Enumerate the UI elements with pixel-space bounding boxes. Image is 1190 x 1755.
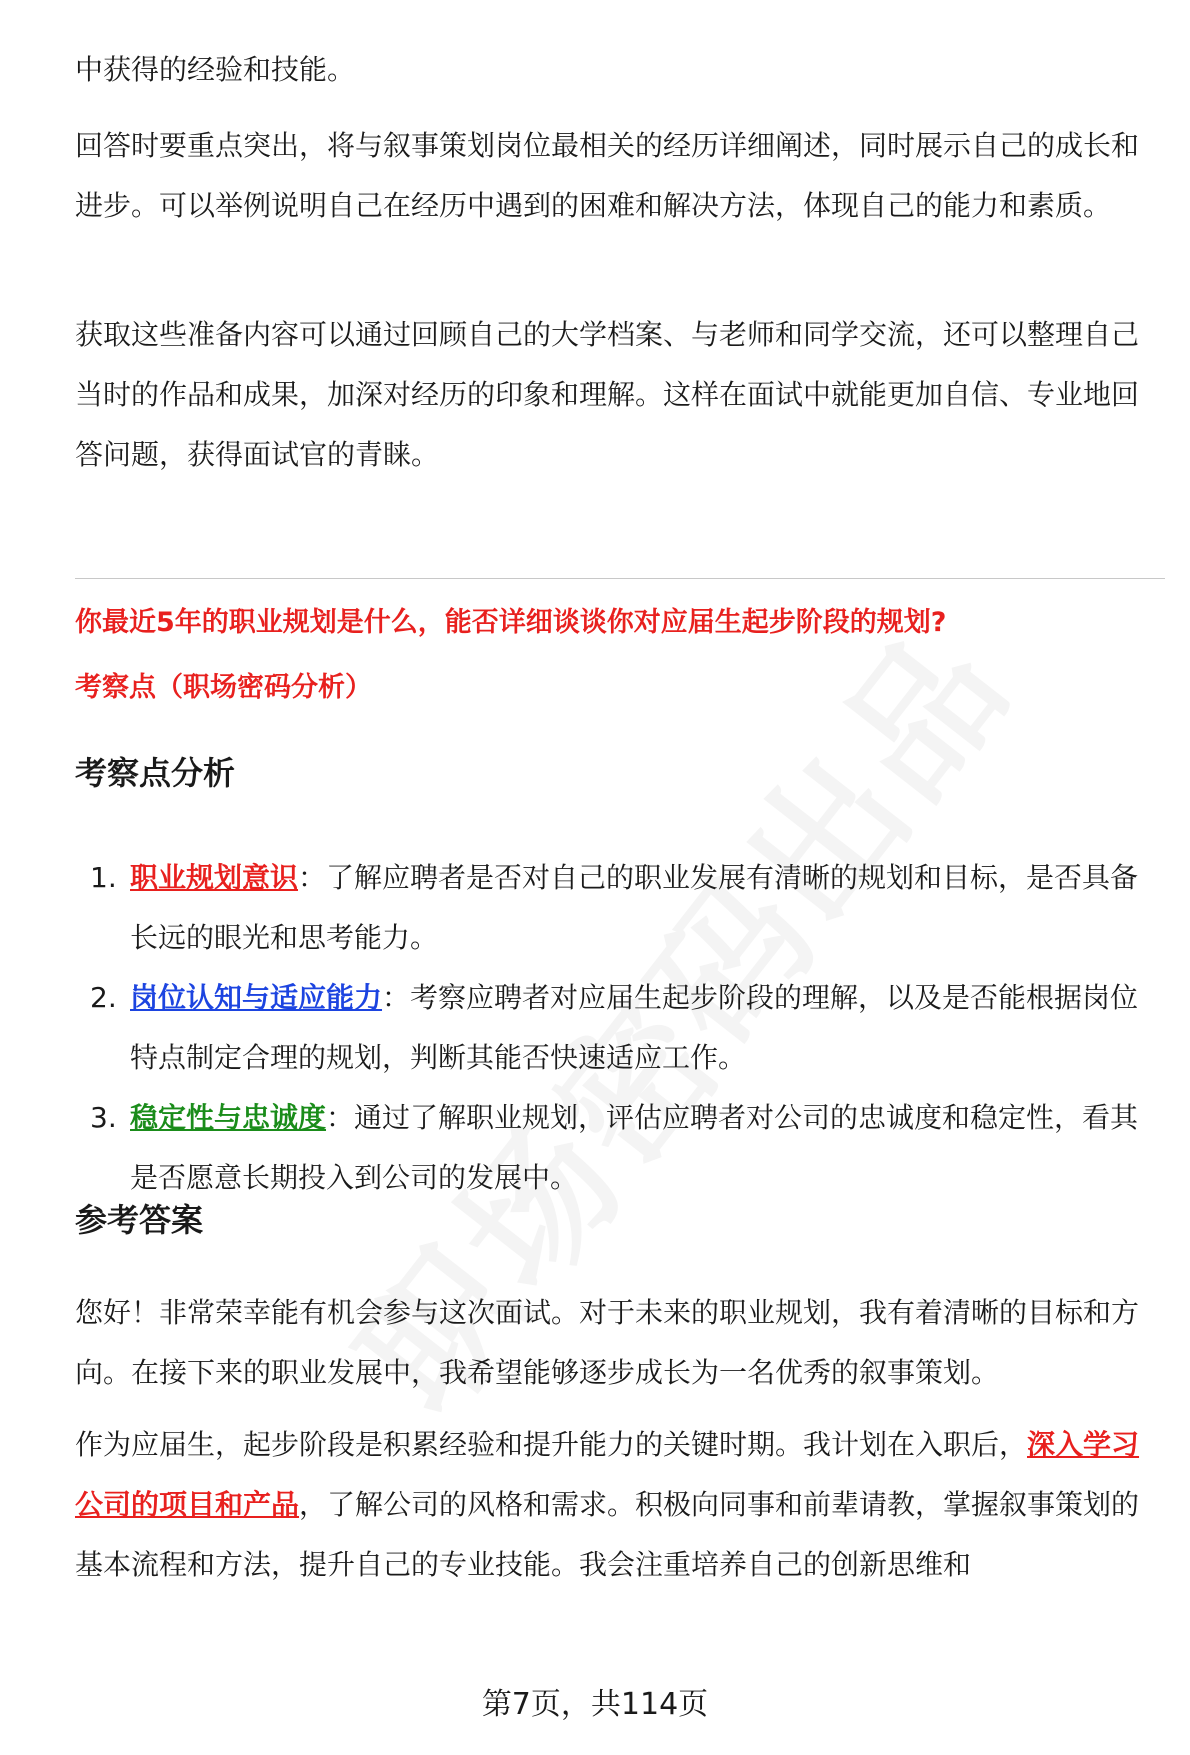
paragraph-answer-tips: 回答时要重点突出，将与叙事策划岗位最相关的经历详细阐述，同时展示自己的成长和进步。可以举例说明自己在经历中遇到的困难和解决方法，体现自己的能力和素质。 (75, 129, 1140, 222)
list-item-text: ：考察应聘者对应届生起步阶段的理解，以及是否能根据岗位特点制定合理的规划，判断其能否快速适应工作。 (130, 981, 1139, 1074)
page-number: 第7页，共114页 (481, 1687, 709, 1722)
list-number: 2. (90, 981, 117, 1014)
highlight-study-projects[interactable]: 深入学习公司的项目和产品 (75, 1428, 1140, 1521)
list-item (75, 968, 1165, 1088)
keyword-role-adaptation[interactable]: 岗位认知与适应能力 (130, 981, 383, 1014)
paragraph-intro-tail: 中获得的经验和技能。 (75, 53, 356, 86)
keyword-stability-loyalty[interactable]: 稳定性与忠诚度 (130, 1101, 327, 1134)
answer-p2-after: ，了解公司的风格和需求。积极向同事和前辈请教，掌握叙事策划的基本流程和方法，提升自己的专业技能。我会注重培养自己的创新思维和 (75, 1488, 1140, 1581)
list-item (75, 848, 1165, 968)
question-title: 你最近5年的职业规划是什么，能否详细谈谈你对应届生起步阶段的规划? (75, 607, 947, 638)
analysis-list (75, 848, 1165, 1208)
list-number: 1. (90, 861, 117, 894)
list-number: 3. (90, 1101, 117, 1134)
list-item-text: ：了解应聘者是否对自己的职业发展有清晰的规划和目标，是否具备长远的眼光和思考能力。 (130, 861, 1139, 954)
analysis-heading: 考察点分析 (75, 754, 236, 792)
keyword-career-planning[interactable]: 职业规划意识 (130, 861, 299, 894)
question-subtitle: 考察点（职场密码分析） (75, 672, 372, 703)
list-item-text: ：通过了解职业规划，评估应聘者对公司的忠诚度和稳定性，看其是否愿意长期投入到公司的发展中。 (130, 1101, 1139, 1194)
answer-heading: 参考答案 (75, 1201, 204, 1239)
list-item (75, 1088, 1165, 1208)
document-page (75, 0, 1165, 1755)
answer-paragraph-1: 您好！非常荣幸能有机会参与这次面试。对于未来的职业规划，我有着清晰的目标和方向。在接下来的职业发展中，我希望能够逐步成长为一名优秀的叙事策划。 (75, 1296, 1140, 1389)
answer-p2-before: 作为应届生，起步阶段是积累经验和提升能力的关键时期。我计划在入职后， (75, 1428, 1028, 1461)
section-divider (75, 578, 1165, 579)
answer-paragraph-2 (75, 1415, 1165, 1595)
paragraph-preparation: 获取这些准备内容可以通过回顾自己的大学档案、与老师和同学交流，还可以整理自己当时的作品和成果，加深对经历的印象和理解。这样在面试中就能更加自信、专业地回答问题，获得面试官的青睐。 (75, 318, 1140, 471)
